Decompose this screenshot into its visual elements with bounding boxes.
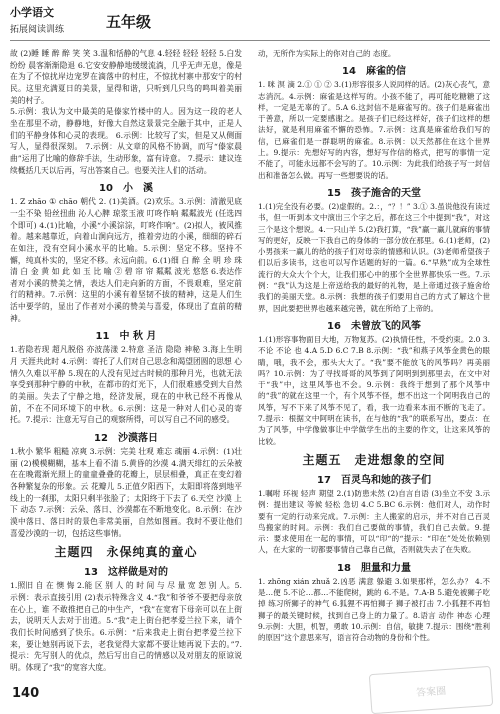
- answer-paragraph: 1.若隐若现 超凡脱俗 亦波荡漾 2.特意 圣洁 隐隐 神秘 3.海上生明月 天涯共此时 4.示例：寄托了人们对自己思念和渴望团圆的思想 心情久久难以平静 5.现在的人没有见过古时候的那种月光，也就无法享受到那种宁静的中秋，在都市的灯光下，人们很难感受到大自然的美丽。失去了宁静之地，经济发展，现在的中秋已经不再像从前，不在不同环境下的中秋。6.示例：这是一种对人们心灵的寄托。7.提示：注意无写自己的观察所得，可以写自己不同的感受。: [10, 345, 242, 425]
- answer-paragraph: 5.示例：我认为文中最美的是傣家竹楼中的人。因为这一段的老人坐在那里不动，静静地，好像大自然这景景完全融于其中，正是人们的平静身体和心灵的表现。 6.示例：比较写了实，但是又从侧面写人，显得很深刻。 7.示例：从文章的风格不协调，而写“傣家晨曲”运用了比喻的修辞手法，生动形象，富有诗意。 7.提示：建议连续概括几天以后再，写出答案自己。也要关注人们的活动。: [10, 107, 242, 175]
- header-divider: [10, 40, 490, 41]
- right-column: [258, 48, 490, 643]
- page-header: [10, 4, 490, 40]
- left-column: [10, 48, 242, 674]
- series-title: 小学语文: [10, 6, 54, 19]
- answer-paragraph: 1.照旧 自 在 懊 悔 2.能 区 别 人 的 时 间 与 尽 量 宽 恕 别 人。5.示例：表示直接引用 (2)表示特殊含义 4.“我”和爷爷不要把母亲放在心上，谁 不敢推把自己的中生产，“我”在宽宥下母亲可以在上街去，说明天人去对于出道。5.“我”走上街台把孝爱兰拉下来，请个我们长时间感到了快乐。6.示例：“后来我走上街台把孝爱兰拉下来，要让她别再说下去，老我觉得大家都不要让她再说下去的。”7.提示：先写别人的优点，然后写出自己的情感以及对朋友的原谅说明。体现了“我”的宽容大度。: [10, 581, 242, 672]
- section-heading: 15 孩子施舍的天堂: [327, 187, 421, 199]
- answer-paragraph: 1. Z zhāo ① chāo 朝代 2. (1)美酒。(2)欢乐。3.示例：清澈见底 一尘不染 铅丝扭曲 沁人心脾 琼浆玉液 叮咚作响 粼粼波光 (任选四个即可) 4.(1)比喻，小溪“小溪淙淙，叮咚作响”。(2)拟人，被风推着。越来越靠近，向着山涧向远方，推着旁边的小溪，细细的碎石在如注，没有空间小溪水平的比喻。5.示例：坚定不移。坚持不懈，纯真朴实的，坚定不移。永远向前。6.(1)细 白 醉 全 明 珍 珠 清 白 金 黄 如 此 如 玉 比 喻 ② 碧 帘 帘 粼粼 波光 悠悠 6.表达作者对小溪的赞美之情，表达人们走向新的方面，不畏艰难，坚定前行的精神。7.示例：这里的小溪有着坚韧不拔的精神，这是人们生活中要学的，显出了作者对小溪的赞美与喜爱，体现出了直前的精神。: [10, 197, 242, 323]
- theme-heading: 主题五 走进想象的空间: [302, 452, 446, 467]
- section-heading: 12 沙漠落日: [94, 433, 158, 445]
- answer-paragraph: 故 (2)睡 睡 醉 醉 笑 笑 3.温和恬静的气息 4.轻轻 轻轻 轻轻 5.白发 纷纷 晨客渐渐隐退 6.它安安静静地缓缓流淌，几乎无声无息，像是在为了不惊扰岸边宠罗在滴落中的村庄，不惊扰村寨中那安宁的村民。这里充满夏日的美景，显得和谐，只听到几只鸟的鸣叫着美丽美的村子。: [10, 49, 242, 105]
- section-heading: 14 麻雀的信: [342, 66, 406, 78]
- answer-paragraph: 动，无所作为实际上的你对自己的 态度。: [258, 49, 396, 58]
- section-heading: 10 小 溪: [99, 183, 153, 195]
- section-heading: 16 未曾放飞的风筝: [327, 320, 421, 332]
- section-heading: 18 胆量和力量: [337, 562, 411, 574]
- answer-paragraph: 1. zhōng xián zhuǎ 2.凶恶 满意 躲避 3.如果那样，怎么办？ 4.不是…便 5.不论…都…不能爬树，跳的 6.不是。7.A-B 5.避免被狮子吃掉 练习所狮子的神气 6.狐狸不再怕狮子 狮子被打击 7.小狐狸不再怕狮子的最关键时候，找到自己身上的力量了。8.语言 动作 神态 心理 9.示例：大胆，机智，勇敢 10.示例：自信，敏捷 7.提示：围绕“胜利的原因”这个意思来写，语言符合动物的身份和个性。: [258, 576, 490, 643]
- answer-paragraph: 1.秋小 繁华 粗糙 凉爽 3.示例：完美 壮观 难忘 魂丽 4.示例：(1)壮丽 (2)模模糊糊，基本上看不清 5.黄昏的沙漠 4.满天绯红的云朵被在在晚霞渐光照上的童童叠叠的花瓣上，层层相叠，真正在变幻着各种繁复杂的形象。云 花瓣儿 5.正值夕阳西下，太阳即将落到地平线上的一刹那，太阳只剩半张脸了；太阳终于下去了 6.天空 沙漠 上 下 动态 7.示例：云朵、落日、沙漠都在不断地变化。8.示例：在沙漠中落日、落日时的景色非常美丽，自然如图画。我时不要让他们喜爱沙漠的一切，包括这些事情。: [10, 447, 242, 538]
- section-heading: 11 中 秋 月: [95, 331, 157, 343]
- answer-paragraph: 1. 咪 溟 滴 2.① ① ② 3.(1)形容很多人说同样的话。(2)灰心丧气，意志消沉。4.示例：麻雀是这样写的。小孩不能了，再可能吃糖糖了这样，一定是无辜的了。5.A 6.这封信不是麻雀写的。孩子们是麻雀出于善意，所以一定要感谢之。是孩子们已经这样好，孩子们这样的想法好，就是利用麻雀不懈的恐怖。7.示例：这真是麻雀给我们写的信，已麻雀们是一群聪明的麻雀。8.示例：以天然都住在这个世界上。9.提示：先想好写的内容，想好写作信的格式，把写的事情一定不能了，可能永远都不会写的了。10.示例：为此我们给孩子写一封信出和准备怎么做。再写一些想要说的话。: [258, 80, 490, 180]
- section-heading: 17 百灵鸟和她的孩子们: [317, 474, 431, 486]
- answer-paragraph: 1.嘱咐 环视 轻声 期望 2.(1)防患未然 (2)自言自语 (3)坐立不安 3.示例：提出建议 等候 轻松 急切 4.C 5.BC 6.示例：他们对人，动作时要有一定的行动来完成。7.示例：主人搬家的启示，并不对自己百灵鸟搬家的时间。示例：我们自己要做的事情，我们自己去做。9.提示：要求使用在一起的事情，可以“印“的“提示：“印在”处处依赖别人，在大家的一切都要事情自己靠自己做，否则就失去了在失败。: [258, 488, 490, 555]
- section-heading: 13 这样做是对的: [84, 567, 168, 579]
- answer-paragraph: 1.(1)完全没有必要。(2)虚假的。2.：，“？！” 3.① 3.虽说他没有读过书，但一听到本文中演出三个字之后，都在这三个中提到“我”，对这三个是这个想说。4.一只山羊 5.(2)我打算，“我”赢一赢儿就麻的事情写的更好，反映一下我自己的身体的一部分放在那里。6.(1)老师，(2)小男孩来一赢儿的给的孩子们对母亲的情感和认识。(3)老师希望孩子们以后多读书，这也可以写作话题的好的一篇。6.“早熟”成为全球性流行的大众大个个大，让我们那心中的那个全世界都快乐一些。7.示例：“我”认为这是上帝送给我的最好的礼物，是上帝通过孩子施舍给我们的美丽天堂。8.示例：我想的孩子们要用自己的方式了解这个世界，因此要把世界也越来越完善，就在所给了上帝的。: [258, 201, 490, 313]
- page-number: 140: [12, 686, 40, 701]
- series-subtitle: 拓展阅读训练: [10, 25, 65, 35]
- theme-heading: 主题四 永保纯真的童心: [54, 545, 198, 560]
- watermark-logo: 答案圈: [369, 666, 493, 714]
- grade-label: 五年级: [106, 13, 152, 31]
- answer-paragraph: 1.(1)形容事物面目大地，万物复苏。(2)执情任性，不受约束。2.0 3.不论 不论 也 4.A 5.D 6.C 7.B 8.示例：“我”和燕子风筝金黄色的眼睛，哦，我不会，那头大大了。“我”要不能放飞的风筝吗？再美丽吗？10.示例：为了寻找哥哥的风筝到了阿明到到那里去，在文中对于“我”中，这里风筝也不会。9.示例：我终于想到了那个风筝中的“我”的就在这里一个，有个风筝不怪，想不出这一个阿明我自己的风筝，写不下来了风筝不见了，看，我一边看来本而不断的飞走了。7.提示：根据文中阿明在读书，在与他的“我”的联系写出，要点：在为了风筝，中学像做事让中学做学生出的主要的作文，让这来风筝的比较。: [258, 334, 490, 446]
